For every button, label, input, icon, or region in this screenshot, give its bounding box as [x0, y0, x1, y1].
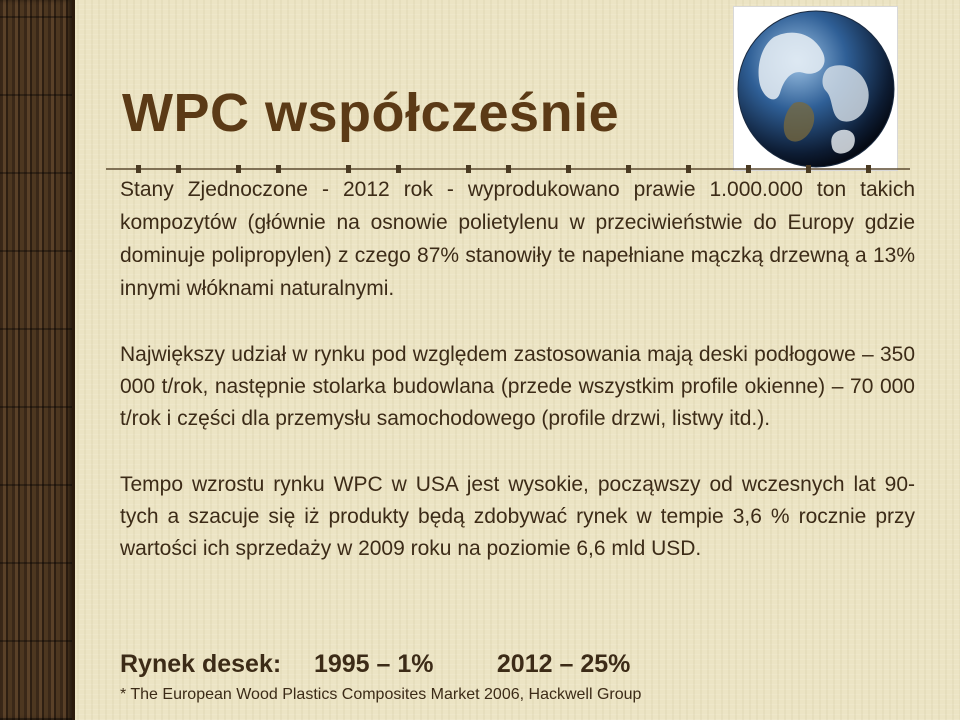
- wood-panel-edge: [72, 0, 75, 720]
- slide-body: [120, 173, 915, 599]
- earth-globe-image: [733, 6, 898, 171]
- source-footnote: * The European Wood Plastics Composites Market 2006, Hackwell Group: [120, 686, 642, 703]
- market-value-1995: 1995 – 1%: [313, 650, 434, 678]
- market-value-2012: 2012 – 25%: [496, 650, 631, 678]
- decking-market-line: [120, 650, 630, 679]
- market-label: Rynek desek:: [120, 650, 282, 678]
- paragraph-market-growth: Tempo wzrostu rynku WPC w USA jest wysokie, począwszy od wczesnych lat 90-tych a szacuje się iż produkty będą zdobywać rynek w tempie 3,6 % rocznie przy wartości ich sprzedaży w 2009 roku na poziomie 6,6 mld USD.: [120, 473, 915, 560]
- globe-icon: [734, 7, 897, 170]
- paragraph-market-share: Największy udział w rynku pod względem zastosowania mają deski podłogowe – 350 000 t/rok, następnie stolarka budowlana (przede wszystkim profile okienne) – 70 000 t/rok i części dla przemysłu samochodowego (profile drzwi, listwy itd.).: [120, 343, 915, 430]
- wood-panel-decoration: [0, 0, 72, 720]
- paragraph-us-production: Stany Zjednoczone - 2012 rok - wyprodukowano prawie 1.000.000 ton takich kompozytów (głównie na osnowie polietylenu w przeciwieństwie do Europy gdzie dominuje polipropylen) z czego 87% stanowiły te napełniane mączką drzewną a 13% innymi włóknami naturalnymi.: [120, 178, 915, 300]
- slide-title: WPC współcześnie: [122, 83, 620, 143]
